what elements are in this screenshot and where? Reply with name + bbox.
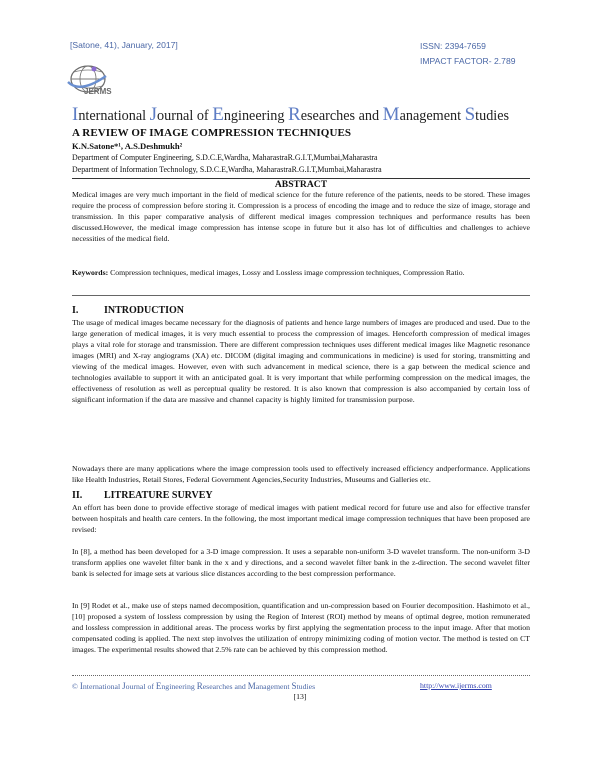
survey-paragraph-3: In [9] Rodet et al., make use of steps named decomposition, quantification and un-compression based on Fourier decomposition. Hashimoto et al., [10] proposed a system of lossless compression by using the Region of Interest (ROI) method by means of optimal degree, motion remunerated and lossless compression in additional areas. The process works by first applying the segmentation process to the input image. After that motion compensated coding is applied. The next step involves the utilization of entropy minimizing coding of motion vector. The method is tested on CT images. The experimental results showed that 2.5% rate can be achieved by this compression method. [72, 601, 530, 654]
intro-paragraph-1: The usage of medical images became necessary for the diagnosis of patients and hence large numbers of images are produced and used. Due to the large generation of medical images, it is very much essential to process the compression of images. Henceforth compression of medical images plays a vital role for storage and transmission. There are different compression techniques uses different medical images like Magnetic resonance images (MRI) and X-ray angiograms (XA) etc. DICOM (digital imaging and communications in medicine) is used for storing, transmitting and viewing of the medical images. However, even with such advancement in medical science, there is a gap between the medical science and technologies available to support it with an anticipated goal. It is very important that while performing compression on the medical images, the effectiveness of resolution as well as perceptual quality be restored. It is also known that compression is also accompanied by certain loss of significant information if the data are massive and channel capacity is highly limited for transmission purpose. [72, 318, 530, 404]
journal-word-rest: tudies [475, 108, 510, 124]
journal-initial: I [72, 104, 79, 125]
journal-word-rest: ournal of [157, 108, 213, 124]
keywords-text: Compression techniques, medical images, Lossy and Lossless image compression techniques, Compression Ratio. [110, 268, 465, 277]
journal-word-rest: anagement [399, 108, 465, 124]
journal-word-rest: tudies [296, 682, 316, 691]
journal-word-rest: ournal of [125, 682, 156, 691]
journal-word-rest: nternational [78, 108, 150, 124]
jerms-logo-icon [66, 64, 116, 100]
journal-name [72, 104, 509, 126]
journal-word-rest: ngineering [223, 108, 289, 124]
footer-divider [72, 675, 530, 676]
affiliation-2: Department of Information Technology, S.D.C.E,Wardha, MaharastraR.G.I.T,Mumbai,Maharastra [72, 165, 382, 174]
survey-paragraph-2: In [8], a method has been developed for a 3-D image compression. It uses a separable non-uniform 3-D wavelet transform. The non-uniform 3-D transform applies one wavelet filter bank in the x and y directions, and a second wavelet filter bank in the z-direction. The second wavelet filter bank is selected for image sets at various slice distances according to the best compression performance. [72, 547, 530, 578]
abstract-heading: ABSTRACT [274, 179, 328, 190]
journal-initial: I [79, 681, 83, 691]
journal-word-rest: esearches and [300, 108, 383, 124]
keywords [72, 267, 530, 278]
keywords-divider [72, 295, 530, 296]
journal-initial: R [288, 104, 301, 125]
journal-word-rest: esearches and [202, 682, 248, 691]
paper-authors: K.N.Satone*¹, A.S.Deshmukh² [72, 141, 183, 151]
journal-initial: R [196, 681, 203, 691]
footer-url-link[interactable]: http://www.ijerms.com [420, 681, 492, 690]
abstract-text: Medical images are very much important in the field of medical science for the future reference of the patients, needs to be stored. These images require the process of compression before storing it. Compression is a process of encoding the image and to reduce the size of image, storage and transmission. In this paper comparative analysis of different medical images compression techniques and performance results has been discussed.However, the medical image compression has intense scope in future but it also has lot of difficulties and challenges to achieve necessities of the medical field. [72, 190, 530, 243]
section-heading-literature-survey [72, 490, 530, 501]
section-number: II. [72, 490, 83, 501]
journal-initial: J [149, 104, 158, 125]
journal-word-rest: nternational [82, 682, 123, 691]
journal-initial: S [464, 104, 476, 125]
header-issn-block [420, 39, 516, 69]
section-heading-introduction [72, 305, 530, 316]
journal-initial: J [122, 681, 126, 691]
journal-initial: M [382, 104, 400, 125]
journal-initial: S [291, 681, 297, 691]
page-number: [13] [293, 692, 307, 701]
journal-word-rest: ngineering [161, 682, 197, 691]
footer-journal-name [80, 682, 315, 691]
journal-initial: E [212, 104, 224, 125]
footer-journal [72, 681, 315, 691]
header-citation: [Satone, 41), January, 2017] [70, 40, 178, 50]
header-impact-factor: IMPACT FACTOR- 2.789 [420, 56, 516, 66]
intro-paragraph-2: Nowadays there are many applications where the image compression tools used to effectively increased efficiency andperformance. Applications like Health Industries, Retail Stores, Federal Government Agencies,Security Industries, Museums and Galleries etc. [72, 464, 530, 484]
journal-initial: M [247, 681, 256, 691]
section-number: I. [72, 305, 79, 316]
section-title: INTRODUCTION [104, 305, 185, 316]
copyright-symbol: © [72, 682, 78, 691]
affiliation-1: Department of Computer Engineering, S.D.C.E,Wardha, MaharastraR.G.I.T,Mumbai,Maharastra [72, 153, 378, 162]
journal-initial: E [155, 681, 162, 691]
paper-title: A REVIEW OF IMAGE COMPRESSION TECHNIQUES [72, 127, 352, 139]
survey-paragraph-1: An effort has been done to provide effective storage of medical images with patient medical record for future use and also for effective transfer between hospitals and health care centers. In the following, the most important medical image compression techniques that have been proposed are revised: [72, 503, 530, 534]
journal-word-rest: anagement [255, 682, 292, 691]
logo-text: JERMS [84, 87, 112, 96]
header-issn: ISSN: 2394-7659 [420, 41, 486, 51]
section-title: LITREATURE SURVEY [104, 490, 213, 501]
keywords-label: Keywords: [72, 268, 109, 277]
